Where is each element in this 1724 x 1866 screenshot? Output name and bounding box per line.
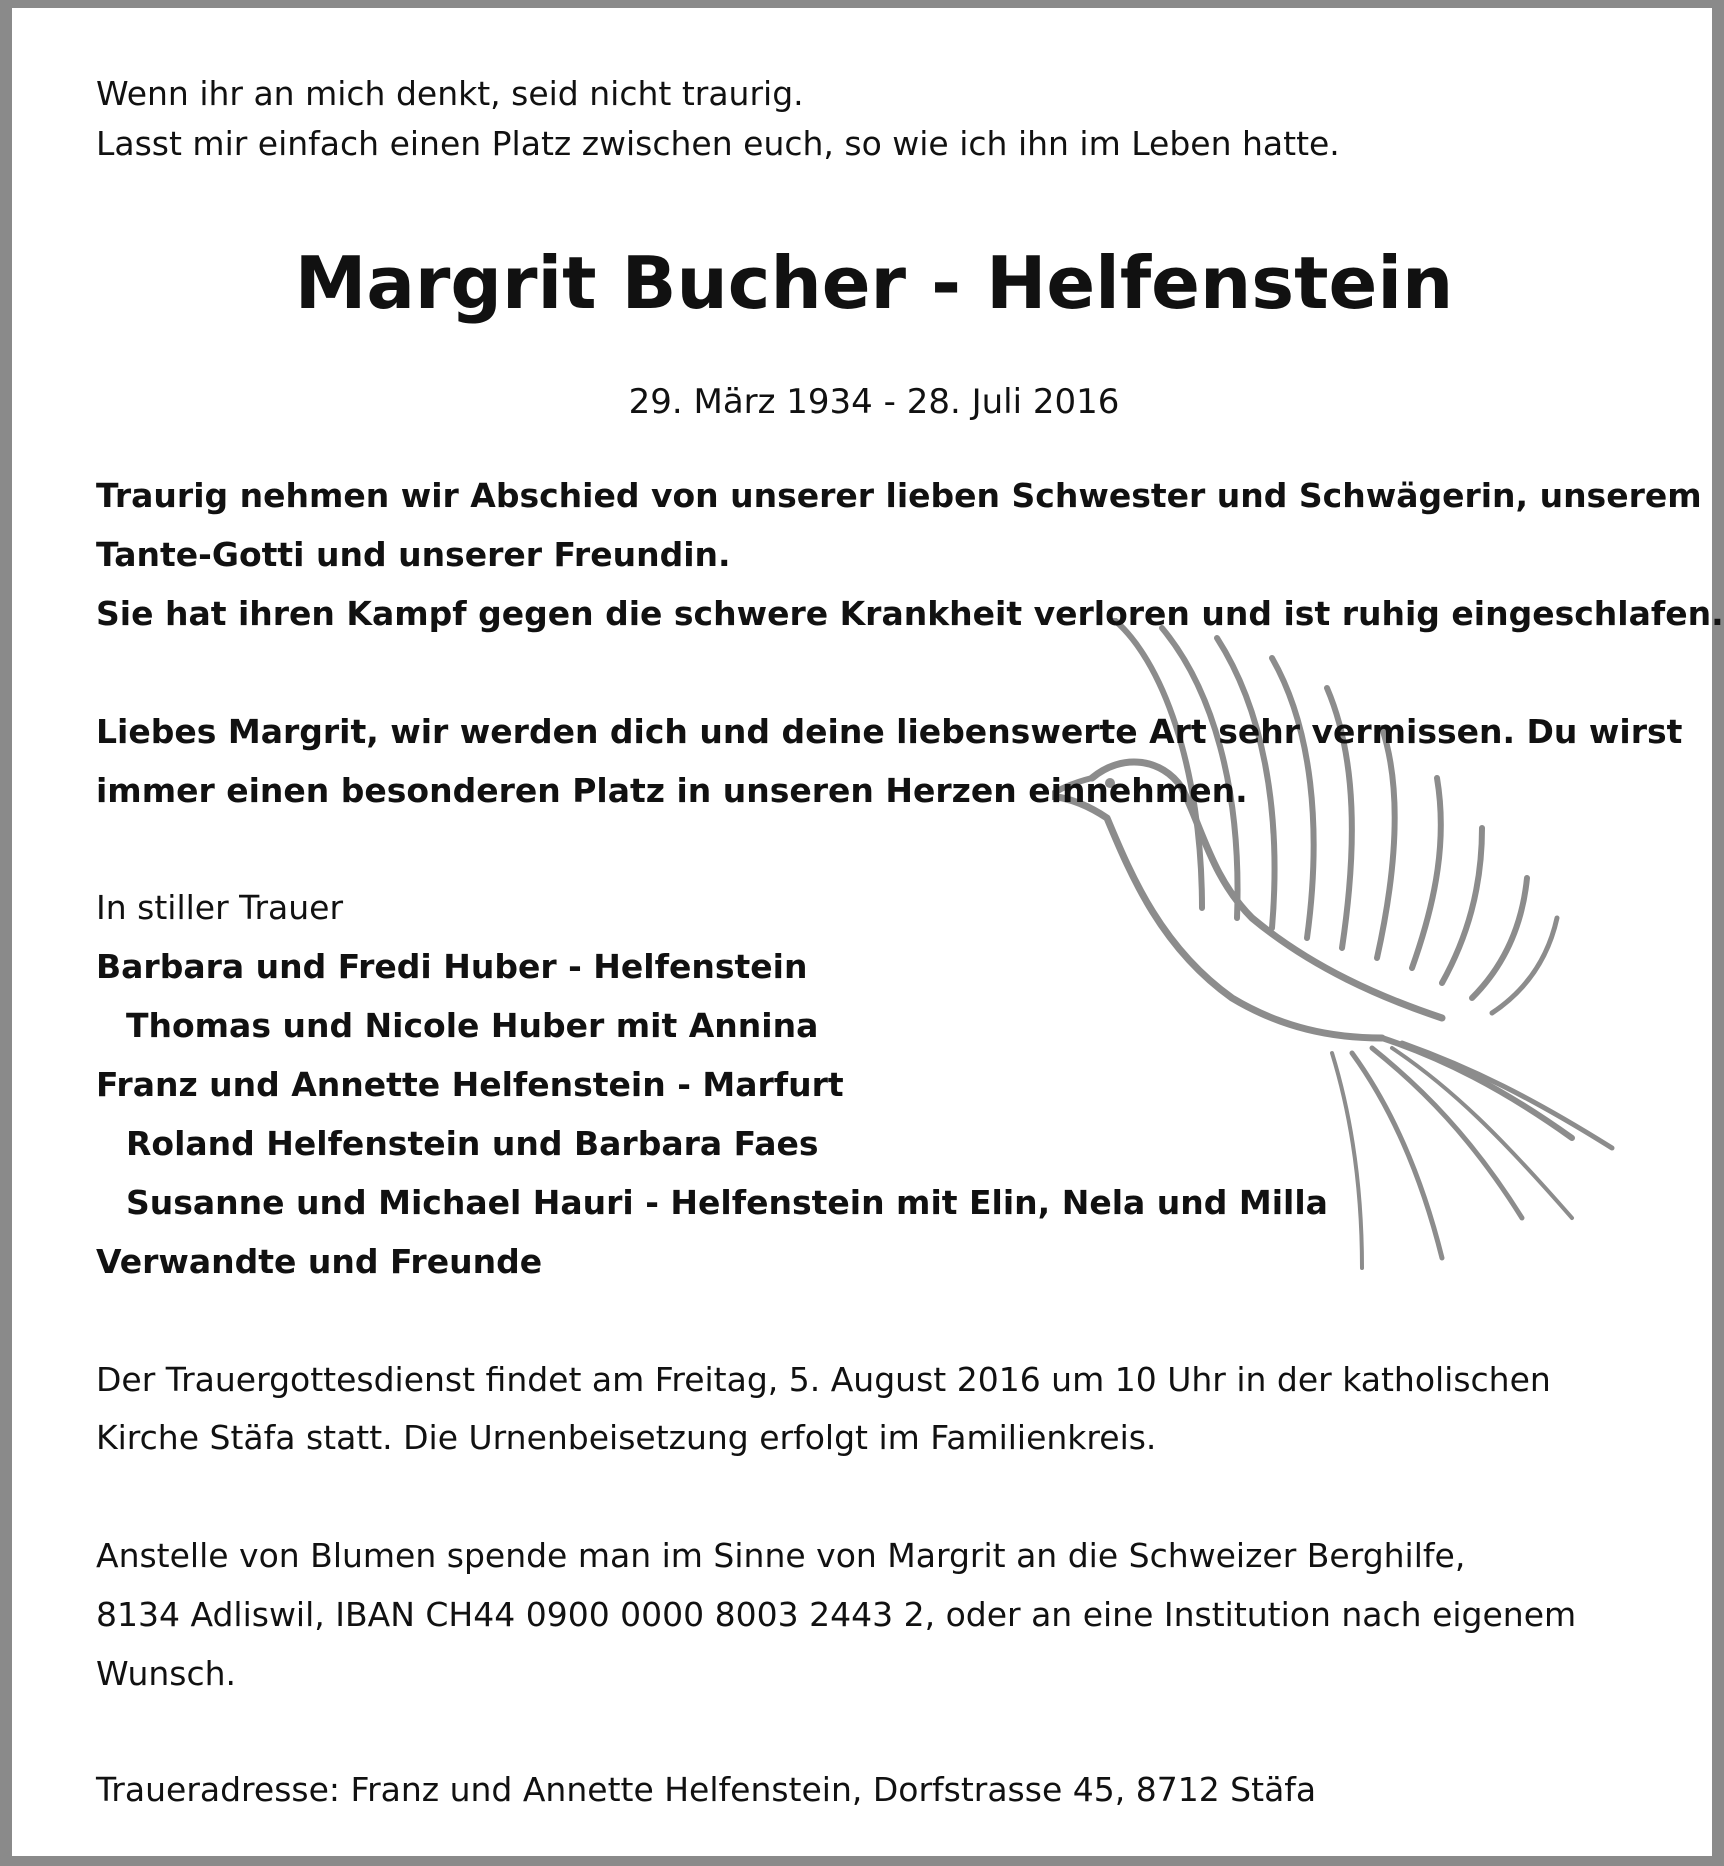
motto-line-1: Wenn ihr an mich denkt, seid nicht traurig. bbox=[96, 74, 804, 113]
farewell-line-1: Liebes Margrit, wir werden dich und deine liebenswerte Art sehr vermissen. Du wirst bbox=[96, 712, 1683, 751]
announcement-line-3: Sie hat ihren Kampf gegen die schwere Krankheit verloren und ist ruhig eingeschlafen. bbox=[96, 594, 1724, 633]
mourners-intro: In stiller Trauer bbox=[96, 888, 344, 927]
farewell-line-2: immer einen besonderen Platz in unseren Herzen einnehmen. bbox=[96, 771, 1248, 810]
mourner-1: Barbara und Fredi Huber - Helfenstein bbox=[96, 947, 808, 986]
life-dates: 29. März 1934 - 28. Juli 2016 bbox=[628, 382, 1120, 422]
mourner-6: Verwandte und Freunde bbox=[96, 1242, 543, 1281]
mourner-4: Roland Helfenstein und Barbara Faes bbox=[126, 1124, 819, 1163]
announcement-line-2: Tante-Gotti und unserer Freundin. bbox=[96, 535, 731, 574]
service-line-1: Der Trauergottesdienst findet am Freitag, 5. August 2016 um 10 Uhr in der katholischen bbox=[96, 1360, 1551, 1399]
donation-line-1: Anstelle von Blumen spende man im Sinne von Margrit an die Schweizer Berghilfe, bbox=[96, 1536, 1466, 1575]
mourner-5: Susanne und Michael Hauri - Helfenstein mit Elin, Nela und Milla bbox=[126, 1183, 1328, 1222]
service-line-2: Kirche Stäfa statt. Die Urnenbeisetzung erfolgt im Familienkreis. bbox=[96, 1418, 1157, 1457]
deceased-name: Margrit Bucher - Helfenstein bbox=[294, 241, 1454, 325]
mourner-3: Franz und Annette Helfenstein - Marfurt bbox=[96, 1065, 844, 1104]
motto-line-2: Lasst mir einfach einen Platz zwischen euch, so wie ich ihn im Leben hatte. bbox=[96, 124, 1340, 163]
donation-line-3: Wunsch. bbox=[96, 1654, 237, 1693]
donation-line-2: 8134 Adliswil, IBAN CH44 0900 0000 8003 2443 2, oder an eine Institution nach eigenem bbox=[96, 1595, 1577, 1634]
mourner-2: Thomas und Nicole Huber mit Annina bbox=[126, 1006, 819, 1045]
announcement-line-1: Traurig nehmen wir Abschied von unserer lieben Schwester und Schwägerin, unserem bbox=[96, 476, 1702, 515]
mourning-address: Traueradresse: Franz und Annette Helfenstein, Dorfstrasse 45, 8712 Stäfa bbox=[96, 1770, 1317, 1809]
